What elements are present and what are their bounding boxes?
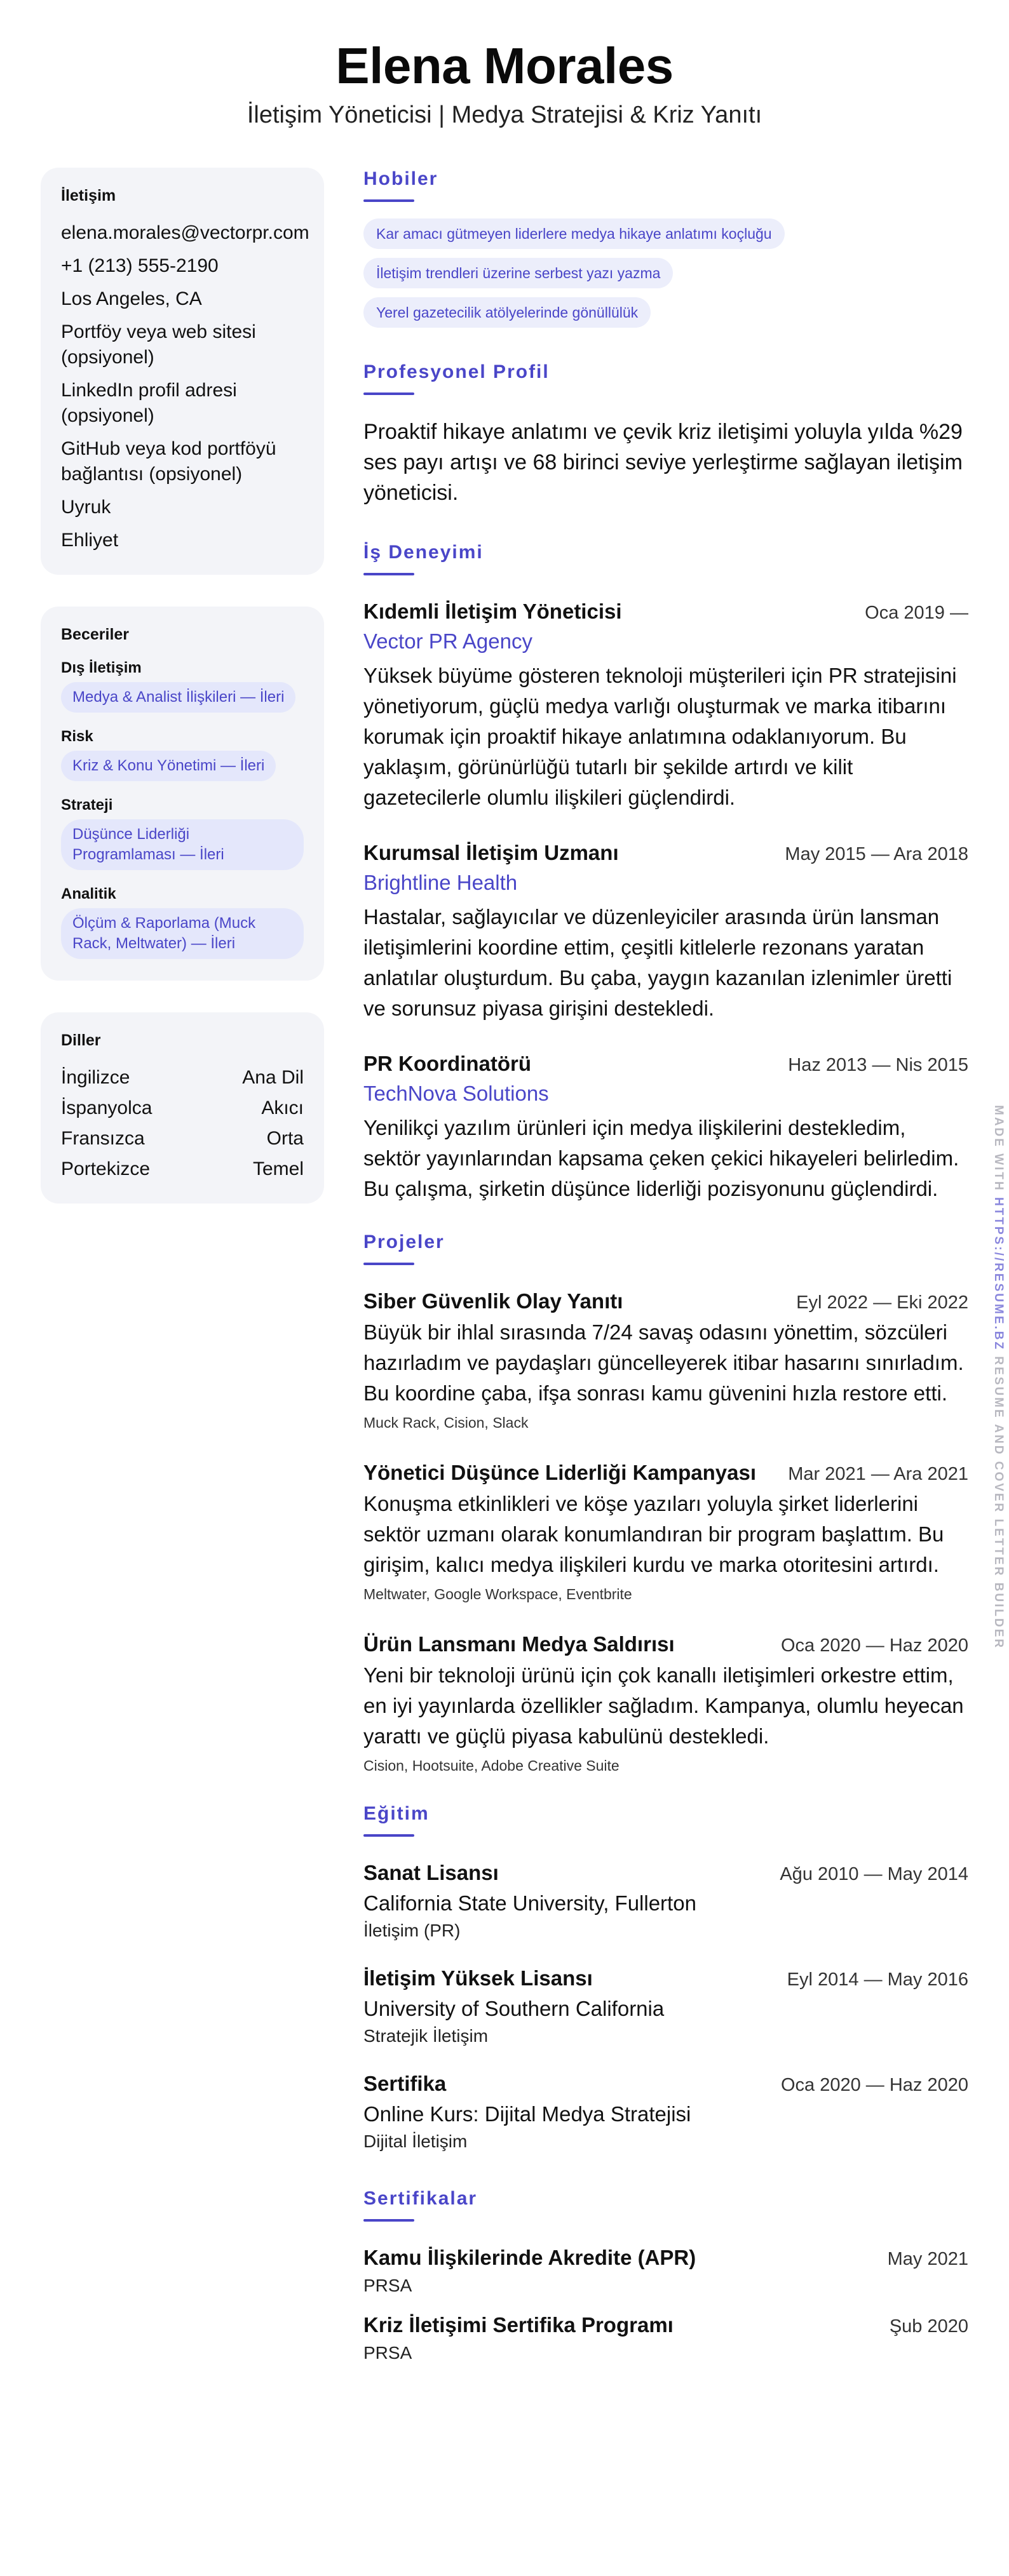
language-level: Ana Dil	[242, 1067, 304, 1088]
section-divider	[363, 392, 414, 395]
language-level: Akıcı	[261, 1097, 304, 1118]
project-description: Büyük bir ihlal sırasında 7/24 savaş odasını yönettim, sözcüleri hazırladım ve paydaşları güncelleyerek itibar hasarını sınırladım. Bu koordine çaba, ifşa sonrası kamu güvenini hızla restore etti.	[363, 1320, 964, 1405]
language-row	[61, 1096, 304, 1121]
contact-nationality: Uyruk	[61, 497, 111, 518]
field-of-study: Stratejik İletişim	[363, 2026, 489, 2046]
watermark-suffix: RESUME AND COVER LETTER BUILDER	[992, 1356, 1005, 1650]
project-entry	[363, 1287, 968, 1433]
project-date: Eyl 2022 — Eki 2022	[796, 1292, 968, 1313]
degree-title: Sanat Lisansı	[363, 1861, 499, 1884]
profile-text: Proaktif hikaye anlatımı ve çevik kriz iletişimi yoluyla yılda %29 ses payı artışı ve 68 birinci seviye yerleştirme sağlayan iletişim yöneticisi.	[363, 420, 963, 505]
hobby-chip: İletişim trendleri üzerine serbest yazı yazma	[363, 258, 673, 288]
sidebar	[41, 168, 324, 1235]
contact-title: İletişim	[61, 187, 116, 205]
job-description: Yüksek büyüme gösteren teknoloji müşterileri için PR stratejisini yönetiyorum, güçlü medya varlığı oluşturmak ve marka itibarını korumak için proaktif hikaye anlatımına odaklanıyorum. Bu yaklaşım, görünürlüğü tutarlı bir şekilde artırdı ve kilit gazetecilerle olumlu ilişkileri güçlendirdi.	[363, 664, 957, 809]
section-title: Eğitim	[363, 1803, 430, 1824]
job-company: Brightline Health	[363, 871, 518, 894]
certification-date: Şub 2020	[889, 2316, 968, 2337]
project-tools: Cision, Hootsuite, Adobe Creative Suite	[363, 1757, 620, 1774]
contact-email[interactable]: elena.morales@vectorpr.com	[61, 222, 309, 243]
candidate-subtitle: İletişim Yöneticisi | Medya Stratejisi & Kriz Yanıtı	[247, 102, 762, 128]
experience-entry	[363, 1049, 968, 1204]
resume-header	[0, 36, 1009, 131]
degree-title: İletişim Yüksek Lisansı	[363, 1966, 593, 1990]
school-name: California State University, Fullerton	[363, 1891, 696, 1915]
job-title: Kurumsal İletişim Uzmanı	[363, 841, 619, 864]
project-date: Oca 2020 — Haz 2020	[780, 1635, 968, 1656]
contact-github[interactable]: GitHub veya kod portföyü bağlantısı (opsiyonel)	[61, 438, 276, 485]
section-title: İş Deneyimi	[363, 542, 484, 563]
job-description: Yenilikçi yazılım ürünleri için medya ilişkilerini destekledim, sektör yayınlarından kapsama çeken çekici hikayeleri belirledim. Bu çalışma, şirketin düşünce liderliği pozisyonunu güçlendirdi.	[363, 1116, 959, 1200]
skill-group	[61, 659, 304, 713]
section-title: Profesyonel Profil	[363, 361, 550, 382]
job-company: Vector PR Agency	[363, 629, 532, 653]
job-title: Kıdemli İletişim Yöneticisi	[363, 600, 622, 623]
hobby-chip: Yerel gazetecilik atölyelerinde gönüllülük	[363, 297, 651, 328]
contact-card	[41, 168, 324, 575]
main-content	[363, 166, 968, 2365]
language-name: İngilizce	[61, 1067, 130, 1088]
education-date: Eyl 2014 — May 2016	[787, 1969, 968, 1990]
certification-name: Kriz İletişimi Sertifika Programı	[363, 2313, 674, 2337]
profile-section	[363, 359, 968, 508]
languages-card	[41, 1012, 324, 1204]
project-title: Siber Güvenlik Olay Yanıtı	[363, 1289, 623, 1313]
section-title: Projeler	[363, 1231, 445, 1252]
project-tools: Meltwater, Google Workspace, Eventbrite	[363, 1586, 632, 1602]
watermark-text	[991, 1105, 1005, 1649]
language-name: Portekizce	[61, 1158, 151, 1179]
languages-title: Diller	[61, 1031, 101, 1049]
project-entry	[363, 1458, 968, 1604]
candidate-name: Elena Morales	[335, 37, 674, 94]
field-of-study: İletişim (PR)	[363, 1921, 461, 1940]
project-title: Yönetici Düşünce Liderliği Kampanyası	[363, 1461, 756, 1484]
skill-group	[61, 885, 304, 959]
degree-title: Sertifika	[363, 2072, 447, 2095]
language-level: Temel	[252, 1158, 304, 1179]
job-title: PR Koordinatörü	[363, 1052, 531, 1075]
contact-license: Ehliyet	[61, 530, 119, 551]
section-divider	[363, 1263, 414, 1265]
education-entry	[363, 1964, 968, 2049]
job-date: Haz 2013 — Nis 2015	[788, 1055, 968, 1075]
skill-group	[61, 728, 304, 781]
hobbies-section	[363, 166, 968, 328]
skill-label: Strateji	[61, 796, 113, 814]
education-date: Oca 2020 — Haz 2020	[780, 2075, 968, 2095]
skills-title: Beceriler	[61, 626, 130, 643]
skill-group	[61, 796, 304, 870]
watermark-prefix: MADE WITH	[992, 1105, 1005, 1192]
skill-label: Risk	[61, 728, 93, 745]
contact-portfolio[interactable]: Portföy veya web sitesi (opsiyonel)	[61, 321, 256, 368]
language-row	[61, 1157, 304, 1182]
certification-org: PRSA	[363, 2343, 412, 2363]
projects-section	[363, 1230, 968, 1776]
project-description: Yeni bir teknoloji ürünü için çok kanallı iletişimleri orkestre ettim, en iyi yayınlarda özellikler sağladım. Kampanya, olumlu heyecan yarattı ve güçlü piyasa kabulünü destekledi.	[363, 1663, 964, 1748]
job-date: May 2015 — Ara 2018	[785, 844, 968, 864]
skill-chip: Kriz & Konu Yönetimi — İleri	[61, 751, 276, 781]
contact-linkedin[interactable]: LinkedIn profil adresi (opsiyonel)	[61, 380, 237, 426]
contact-phone[interactable]: +1 (213) 555-2190	[61, 255, 219, 276]
project-date: Mar 2021 — Ara 2021	[788, 1464, 968, 1484]
section-divider	[363, 2219, 414, 2222]
project-tools: Muck Rack, Cision, Slack	[363, 1414, 529, 1431]
certification-entry	[363, 2243, 968, 2298]
education-section	[363, 1801, 968, 2154]
certification-org: PRSA	[363, 2276, 412, 2295]
hobby-chip: Kar amacı gütmeyen liderlere medya hikaye anlatımı koçluğu	[363, 218, 785, 249]
skill-label: Dış İletişim	[61, 659, 142, 676]
education-date: Ağu 2010 — May 2014	[780, 1864, 968, 1884]
education-entry	[363, 2069, 968, 2154]
field-of-study: Dijital İletişim	[363, 2131, 468, 2151]
project-entry	[363, 1630, 968, 1776]
skills-card	[41, 607, 324, 981]
watermark-link[interactable]: HTTPS://RESUME.BZ	[992, 1197, 1005, 1352]
skill-label: Analitik	[61, 885, 116, 902]
job-description: Hastalar, sağlayıcılar ve düzenleyiciler arasında ürün lansman iletişimlerini koordine ettim, çeşitli kitlelerle rezonans yaratan anlatılar oluşturdum. Bu çaba, yaygın kazanılan izlenimler üretti ve sorunsuz piyasa girişini destekledi.	[363, 905, 952, 1020]
experience-entry	[363, 597, 968, 813]
builder-watermark	[987, 1105, 1006, 1650]
project-description: Konuşma etkinlikleri ve köşe yazıları yoluyla şirket liderlerini sektör uzmanı olarak konumlandıran bir program başlattım. Bu girişim, kalıcı medya ilişkileri kurdu ve marka otoritesini artırdı.	[363, 1492, 944, 1576]
language-name: Fransızca	[61, 1128, 145, 1149]
certification-entry	[363, 2311, 968, 2365]
language-name: İspanyolca	[61, 1097, 152, 1118]
experience-section	[363, 540, 968, 1204]
section-divider	[363, 199, 414, 202]
language-level: Orta	[266, 1128, 304, 1149]
experience-entry	[363, 838, 968, 1024]
contact-location: Los Angeles, CA	[61, 288, 202, 309]
certification-date: May 2021	[887, 2249, 968, 2269]
school-name: Online Kurs: Dijital Medya Stratejisi	[363, 2102, 691, 2126]
job-date: Oca 2019 —	[865, 603, 968, 623]
section-divider	[363, 573, 414, 575]
job-company: TechNova Solutions	[363, 1082, 549, 1105]
project-title: Ürün Lansmanı Medya Saldırısı	[363, 1632, 675, 1656]
certification-name: Kamu İlişkilerinde Akredite (APR)	[363, 2246, 696, 2269]
certifications-section	[363, 2186, 968, 2365]
section-title: Sertifikalar	[363, 2188, 478, 2209]
section-divider	[363, 1834, 414, 1837]
education-entry	[363, 1858, 968, 1943]
language-row	[61, 1065, 304, 1090]
skill-chip: Medya & Analist İlişkileri — İleri	[61, 682, 295, 713]
language-row	[61, 1126, 304, 1151]
skill-chip: Düşünce Liderliği Programlaması — İleri	[61, 819, 304, 870]
skill-chip: Ölçüm & Raporlama (Muck Rack, Meltwater) — İleri	[61, 908, 304, 959]
school-name: University of Southern California	[363, 1997, 665, 2020]
section-title: Hobiler	[363, 168, 438, 189]
